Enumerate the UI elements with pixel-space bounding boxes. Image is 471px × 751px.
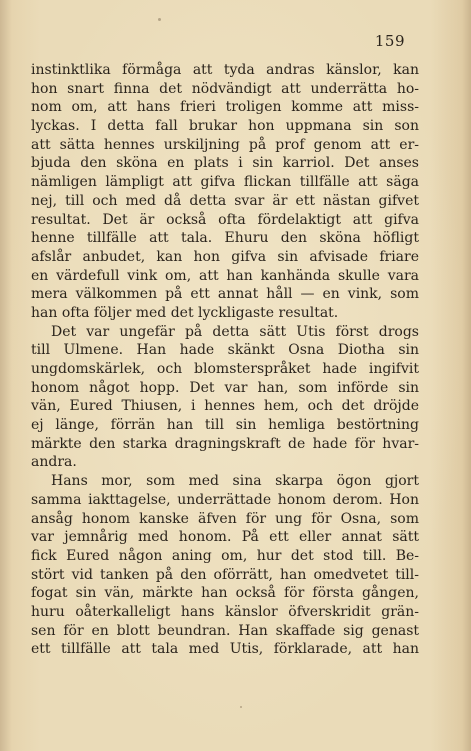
text-line: nom om, att hans frieri troligen komme att miss- <box>31 99 419 116</box>
text-line: resultat. Det är också ofta fördelaktigt att gifva <box>31 211 419 228</box>
text-line: vän, Eured Thiusen, i hennes hem, och det dröjde <box>31 398 419 415</box>
text-line: Hans mor, som med sina skarpa ögon gjort <box>51 473 419 490</box>
text-line: nämligen lämpligt att gifva flickan tillfälle att säga <box>31 174 419 191</box>
text-line: han ofta följer med det lyckligaste resultat. <box>31 304 339 321</box>
text-line: instinktlika förmåga att tyda andras känslor, kan <box>31 62 419 78</box>
text-line: fick Eured någon aning om, hur det stod till. Be- <box>31 547 419 564</box>
text-line: mera välkommen på ett annat håll — en vink, som <box>31 286 419 303</box>
text-line: märkte den starka dragningskraft de hade för hvar- <box>31 435 419 452</box>
text-line: Det var ungefär på detta sätt Utis först drogs <box>51 323 419 340</box>
text-line: ej länge, förrän han till sin hemliga bestörtning <box>31 417 419 434</box>
text-line: andra. <box>31 454 77 471</box>
text-line: ungdomskärlek, och blomsterspråket hade ingifvit <box>31 361 419 377</box>
text-line: att sätta hennes urskiljning på prof genom att er- <box>31 136 419 153</box>
page-number: 159 <box>374 32 405 50</box>
text-line: sen för en blott beundran. Han skaffade sig genast <box>31 622 419 639</box>
paper-speck <box>158 18 161 21</box>
text-line: lyckas. I detta fall brukar hon uppmana sin son <box>31 118 419 135</box>
paper-speck <box>240 706 242 708</box>
text-line: ett tillfälle att tala med Utis, förklarade, att han <box>31 641 419 658</box>
text-line: var jemnårig med honom. På ett eller annat sätt <box>31 529 419 546</box>
text-line: samma iakttagelse, underrättade honom derom. Hon <box>31 491 419 508</box>
text-line: huru oåterkalleligt hans känslor öfverskridit grän- <box>31 603 419 620</box>
text-line: henne tillfälle att tala. Ehuru den sköna höfligt <box>31 230 419 247</box>
text-line: till Ulmene. Han hade skänkt Osna Diotha sin <box>31 342 419 359</box>
text-line: bjuda den sköna en plats i sin karriol. Det anses <box>31 155 419 172</box>
text-line: nej, till och med då detta svar är ett nästan gifvet <box>31 192 419 209</box>
text-line: honom något hopp. Det var han, som införde sin <box>31 379 419 396</box>
text-line: afslår anbudet, kan hon gifva sin afvisade friare <box>31 248 419 265</box>
text-line: ansåg honom kanske äfven för ung för Osna, som <box>31 510 419 527</box>
body-text <box>31 61 419 659</box>
text-line: en värdefull vink om, att han kanhända skulle vara <box>31 267 419 284</box>
text-line: stört vid tanken på den oförrätt, han omedvetet till- <box>31 566 419 583</box>
text-line: fogat sin vän, märkte han också för första gången, <box>31 585 419 602</box>
text-line: hon snart finna det nödvändigt att underrätta ho- <box>31 80 419 97</box>
